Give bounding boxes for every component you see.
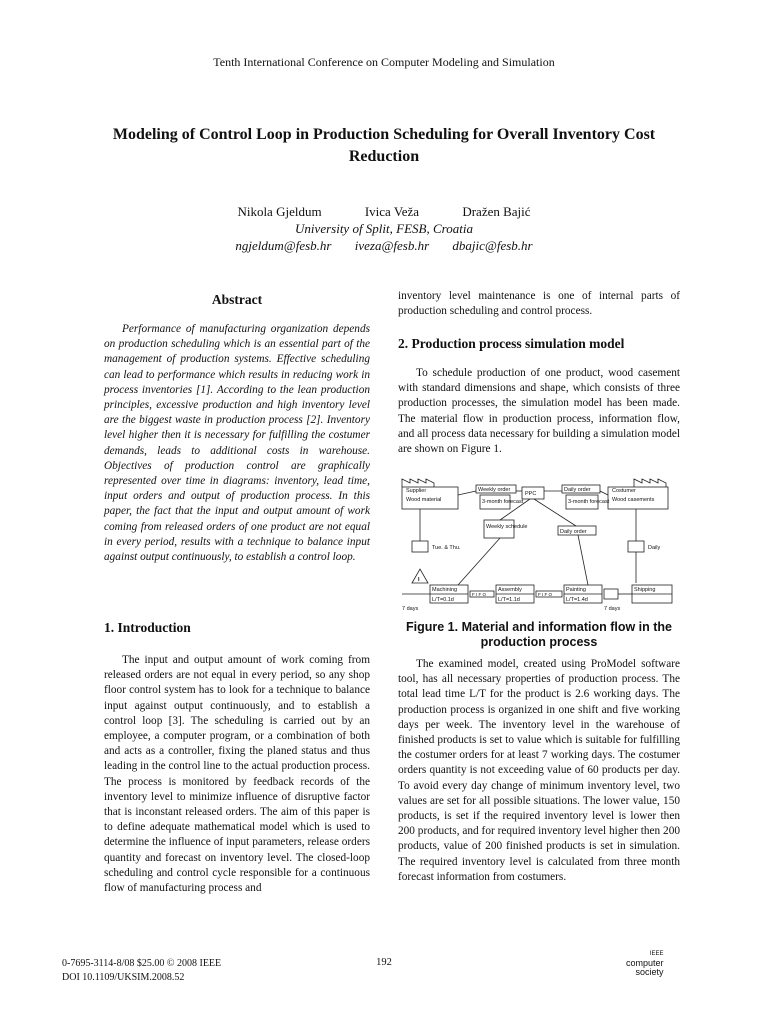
- fig-label-daily-order-mid: Daily order: [560, 529, 587, 535]
- fig-label-days-right: 7 days: [604, 606, 621, 612]
- author-name: Nikola Gjeldum: [237, 204, 322, 219]
- fig-label-forecast-left: 3-month forecast: [482, 499, 524, 505]
- fig-label-assembly-lt: L/T=1.1d: [498, 597, 520, 603]
- ieee-computer-society-logo: IEEE computer society: [626, 951, 664, 977]
- abstract-text: Performance of manufacturing organization depends on production scheduling which is an essential part of the management of production systems. Effective scheduling can lead to performance which results in reducing work in process inventories [1]. According to the lean production principles, excessive production and high inventory level are the biggest waste in production process [2]. Inventory level higher then it is necessary for fulfilling the costumer demands, leads to additional costs in warehouse. Objectives of production control are graphically represented over time in diagrams: inventory, lead time, input orders and output of production process. In this paper, the fact that the input and output amount of work coming from released orders of one product are not equal in every period, results with a technique to balance input against output continuously, to establish a control loop.: [104, 323, 370, 564]
- fig-label-days-left: 7 days: [402, 606, 419, 612]
- conference-header: Tenth International Conference on Computer Modeling and Simulation: [213, 55, 555, 69]
- abstract-heading: Abstract: [211, 292, 263, 307]
- fig-label-machining-lt: L/T=0.1d: [432, 597, 454, 603]
- section2-text: To schedule production of one product, wood casement with standard dimensions and shape, which consists of three production processes, the simulation model has been made. The material flow in production process, information flow, and all process data necessary for building a simulation model are shown on Figure 1.: [398, 367, 680, 456]
- fig-label-painting-lt: L/T=1.4d: [566, 597, 588, 603]
- fig-label-forecast-right: 3-month forecast: [568, 499, 610, 505]
- fig-label-weekly-schedule: Weekly schedule: [486, 524, 528, 530]
- fig-label-fifo: F I F O: [538, 592, 552, 597]
- figure-1-flow-diagram: [398, 473, 680, 615]
- page-number: 192: [376, 957, 392, 968]
- author-email[interactable]: dbajic@fesb.hr: [452, 238, 533, 253]
- fig-label-assembly: Assembly: [498, 587, 522, 593]
- section2-text-continued: The examined model, created using ProModel software tool, has all necessary properties of production process. The total lead time L/T for the product is 2.6 working days. The production process is organized in one shift and five working days per week. The inventory level in the warehouse of finished products is set to value which is suitable for fulfilling the costumer orders for at least 7 working days. The costumer orders quantity is not exceeding value of 60 products per day. To avoid every day change of minimum inventory level, two values are set for all possible situations. The lower value, 150 products, is set if the required inventory level is lower then 200 products, and for required inventory level higher then 200 products, value of 200 finished products is set in simulation. The required inventory level is calculated from three month forecast information from costumers.: [398, 658, 680, 883]
- fig-label-weekly-order: Weekly order: [478, 487, 511, 493]
- introduction-text: The input and output amount of work coming from released orders are not equal in every period, so any shop floor control system has to look for a technique to balance input against output continuously, and to establish a control loop [3]. The scheduling is carried out by an employee, a computer program, or a combination of both and acts as a controller, fixing the planed status and thus leading in the control line to the actual production process. The process is monitored by feedback records of the inventory level to minimize influence of disruptive factor that is inconstant released orders. The aim of this paper is to define adequate mathematical model which is used to determine the influence of input parameters, release orders quantity and forecast on inventory level. The closed-loop scheduling and control cycle responsible for a continuous flow of manufacturing process and: [104, 654, 370, 895]
- fig-label-ppc: PPC: [525, 491, 537, 497]
- footer-isbn: 0-7695-3114-8/08 $25.00 © 2008 IEEE: [62, 958, 222, 969]
- section-heading-introduction: 1. Introduction: [104, 620, 191, 635]
- affiliation: University of Split, FESB, Croatia: [295, 221, 473, 236]
- fig-label-inventory-mark: I: [418, 577, 420, 583]
- fig-label-daily-order-top: Daily order: [564, 487, 591, 493]
- fig-label-wood-casements: Wood casements: [612, 497, 655, 503]
- fig-label-tue-thu: Tue. & Thu.: [432, 545, 461, 551]
- author-name: Ivica Veža: [364, 204, 420, 219]
- author-email[interactable]: ngjeldum@fesb.hr: [235, 238, 332, 253]
- fig-label-daily: Daily: [648, 545, 661, 551]
- author-block: [0, 203, 768, 254]
- fig-label-supplier: Supplier: [406, 488, 427, 494]
- fig-label-machining: Machining: [432, 587, 458, 593]
- fig-label-wood-material: Wood material: [406, 497, 442, 503]
- fig-label-painting: Painting: [566, 587, 586, 593]
- section-heading-simulation-model: 2. Production process simulation model: [398, 336, 625, 351]
- paper-title: Modeling of Control Loop in Production Scheduling for Overall Inventory Cost Reduction: [112, 126, 656, 165]
- figure-caption: Figure 1. Material and information flow in the production process: [406, 620, 672, 649]
- fig-label-fifo: F I F O: [472, 592, 486, 597]
- author-name: Dražen Bajić: [462, 204, 531, 219]
- author-email[interactable]: iveza@fesb.hr: [354, 238, 430, 253]
- fig-label-shipping: Shipping: [634, 587, 656, 593]
- continuation-text: inventory level maintenance is one of internal parts of production scheduling and control process.: [398, 290, 680, 318]
- footer-doi: DOI 10.1109/UKSIM.2008.52: [62, 972, 185, 983]
- fig-label-costumer: Costumer: [612, 488, 636, 494]
